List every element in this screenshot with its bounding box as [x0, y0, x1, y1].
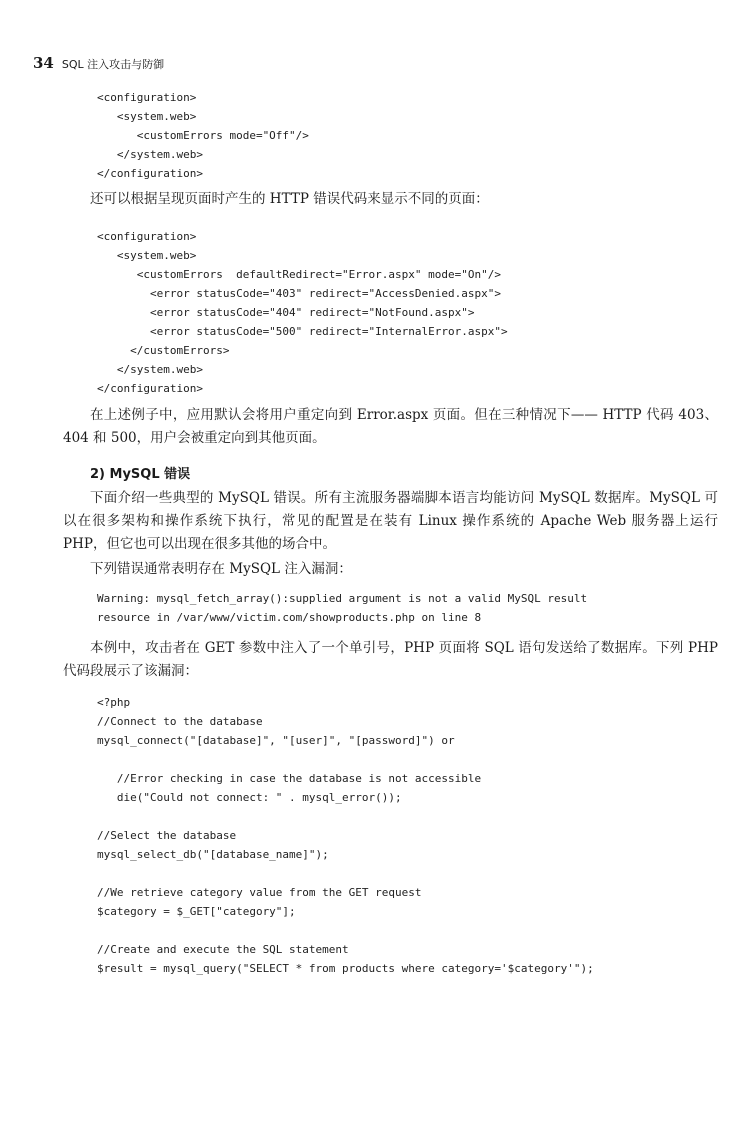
paragraph-mysql-injection-hint: 下列错误通常表明存在 MySQL 注入漏洞：: [90, 561, 352, 577]
code-block-php-example: <?php //Connect to the database mysql_connect("[database]", "[user]", "[password]") or //Error checking in case the database is not accessible die("Could not connect: " . mysql_error()); //Select the database mysql_select_db("[database_name]"); //We retrieve category value from the GET request $category = $_GET["category"]; //Create and execute the SQL statement $result = mysql_query("SELECT * from products where category='$category'");: [97, 696, 594, 975]
paragraph-mysql-intro: 下面介绍一些典型的 MySQL 错误。所有主流服务器端脚本语言均能访问 MySQL 数据库。MySQL 可以在很多架构和操作系统下执行，常见的配置是在装有 Linux 操作系统的 Apache Web 服务器上运行 PHP，但它也可以出现在很多其他的场合中。: [63, 490, 718, 552]
page-number: 34: [33, 54, 54, 72]
paragraph-php-vulnerability: 本例中，攻击者在 GET 参数中注入了一个单引号，PHP 页面将 SQL 语句发送给了数据库。下列 PHP 代码段展示了该漏洞：: [63, 640, 718, 679]
code-block-custom-errors-off: <configuration> <system.web> <customErrors mode="Off"/> </system.web> </configuration>: [97, 91, 309, 180]
book-title: SQL 注入攻击与防御: [61, 58, 165, 71]
paragraph-redirect-explanation: 在上述例子中，应用默认会将用户重定向到 Error.aspx 页面。但在三种情况下—— HTTP 代码 403、404 和 500，用户会被重定向到其他页面。: [63, 407, 718, 446]
page-header: [33, 54, 164, 76]
code-block-custom-errors-redirect: <configuration> <system.web> <customErrors defaultRedirect="Error.aspx" mode="On"/> <error statusCode="403" redirect="AccessDenied.aspx"> <error statusCode="404" redirect="NotFound.aspx"> <error statusCode="500" redirect="InternalError.aspx"> </customErrors> </system.web> </configuration>: [97, 230, 508, 395]
section-heading-mysql-errors: 2) MySQL 错误: [90, 467, 191, 482]
paragraph-http-error-codes: 还可以根据呈现页面时产生的 HTTP 错误代码来显示不同的页面：: [90, 191, 489, 207]
code-block-mysql-warning: Warning: mysql_fetch_array():supplied argument is not a valid MySQL result resource in /var/www/victim.com/showproducts.php on line 8: [97, 592, 588, 624]
